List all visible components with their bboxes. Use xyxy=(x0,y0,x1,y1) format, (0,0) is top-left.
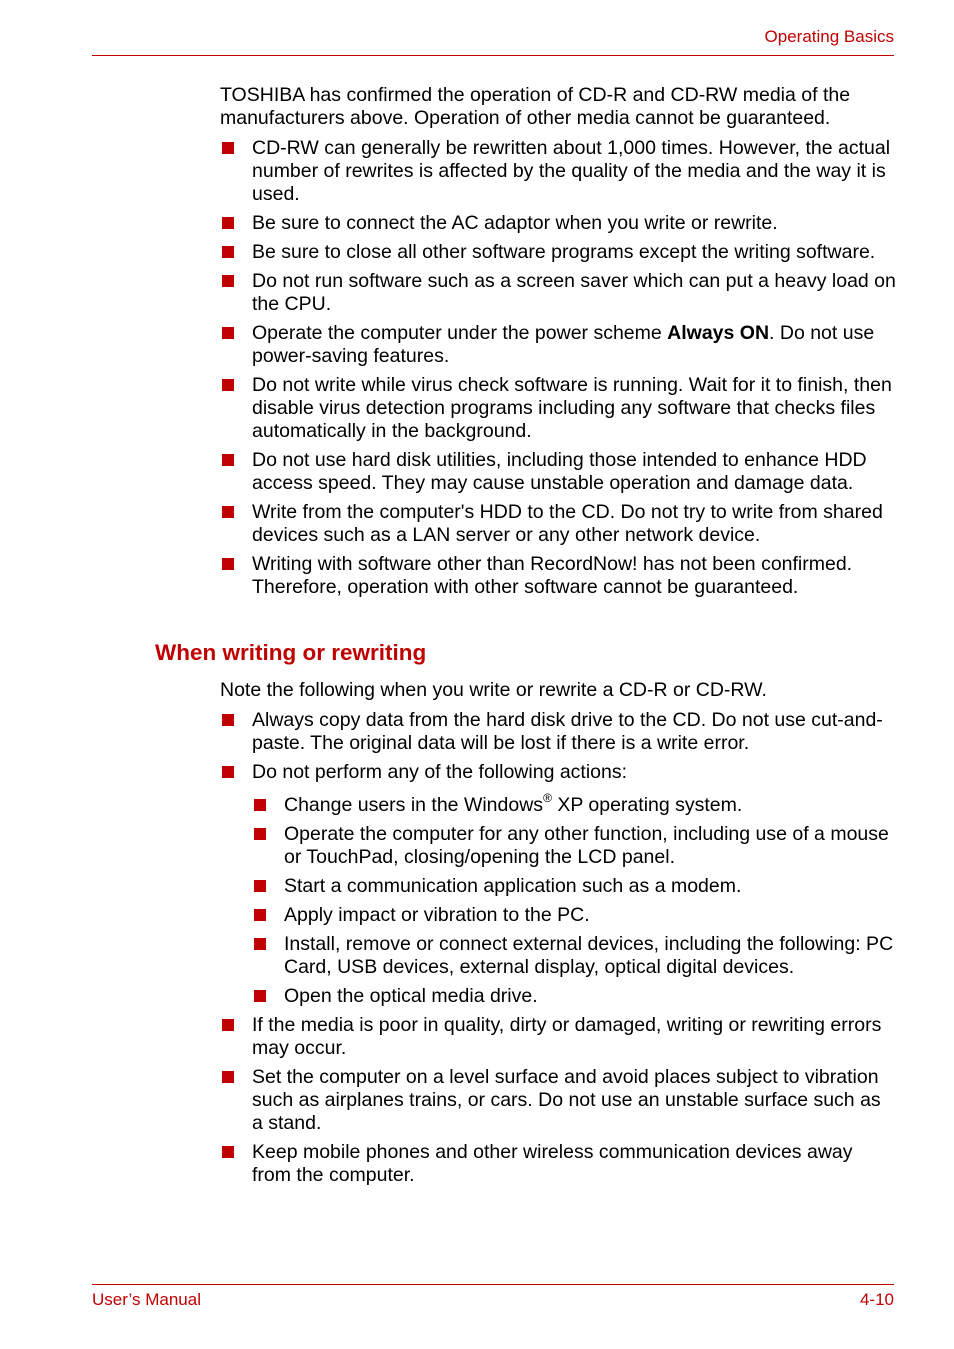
footer-title: User’s Manual xyxy=(92,1290,201,1309)
prohibited-actions-list xyxy=(252,790,896,1008)
list-item: Set the computer on a level surface and avoid places subject to vibration such as airplanes trains, or cars. Do not use an unstable surface such as a stand. xyxy=(220,1066,896,1135)
square-bullet-icon xyxy=(222,766,234,778)
page-number: 4-10 xyxy=(859,1290,894,1309)
sub-list-item: Open the optical media drive. xyxy=(252,985,896,1008)
square-bullet-icon xyxy=(222,1146,234,1158)
writing-notes-list xyxy=(220,709,896,1187)
square-bullet-icon xyxy=(222,506,234,518)
list-item: Writing with software other than RecordNow! has not been confirmed. Therefore, operation with other software cannot be guaranteed. xyxy=(220,553,896,599)
running-header: Operating Basics xyxy=(764,27,894,46)
list-item: Write from the computer's HDD to the CD. Do not try to write from shared devices such as a LAN server or any other network device. xyxy=(220,501,896,547)
section-intro: Note the following when you write or rewrite a CD-R or CD-RW. xyxy=(220,679,767,701)
header-rule xyxy=(92,55,894,56)
content-block-1 xyxy=(220,84,896,605)
sub-list-item: Install, remove or connect external devices, including the following: PC Card, USB devices, external display, optical digital devices. xyxy=(252,933,896,979)
square-bullet-icon xyxy=(222,454,234,466)
requirements-list xyxy=(220,137,896,599)
sub-list-item: Apply impact or vibration to the PC. xyxy=(252,904,896,927)
square-bullet-icon xyxy=(222,558,234,570)
list-item: Do not use hard disk utilities, including those intended to enhance HDD access speed. They may cause unstable operation and damage data. xyxy=(220,449,896,495)
sub-list-item: Operate the computer for any other function, including use of a mouse or TouchPad, closing/opening the LCD panel. xyxy=(252,823,896,869)
section-heading: When writing or rewriting xyxy=(155,640,427,665)
list-item: Always copy data from the hard disk drive to the CD. Do not use cut-and-paste. The original data will be lost if there is a write error. xyxy=(220,709,896,755)
square-bullet-icon xyxy=(222,1019,234,1031)
intro-paragraph: TOSHIBA has confirmed the operation of CD-R and CD-RW media of the manufacturers above. Operation of other media cannot be guaranteed. xyxy=(220,84,851,129)
list-item: Keep mobile phones and other wireless communication devices away from the computer. xyxy=(220,1141,896,1187)
square-bullet-icon xyxy=(222,1071,234,1083)
square-bullet-icon xyxy=(254,828,266,840)
square-bullet-icon xyxy=(254,938,266,950)
list-item: Operate the computer under the power scheme Always ON. Do not use power-saving features. xyxy=(220,322,896,368)
square-bullet-icon xyxy=(254,880,266,892)
square-bullet-icon xyxy=(222,246,234,258)
square-bullet-icon xyxy=(222,379,234,391)
power-scheme-name: Always ON xyxy=(667,322,770,344)
square-bullet-icon xyxy=(254,909,266,921)
square-bullet-icon xyxy=(222,327,234,339)
list-item: Do not write while virus check software is running. Wait for it to finish, then disable virus detection programs including any software that checks files automatically in the background. xyxy=(220,374,896,443)
list-item: Do not perform any of the following actions: Change users in the Windows® XP operating system. Operate the computer for any other function, including use of a mouse or TouchPad, closing/opening the LCD panel. Start a communication application such as a modem. Apply impact or vibration to the PC. Install, remove or connect external devices, including the following: PC Card, USB devices, external display, optical digital devices. Open the optical media drive. xyxy=(220,761,896,1008)
square-bullet-icon xyxy=(222,275,234,287)
list-item: Be sure to connect the AC adaptor when you write or rewrite. xyxy=(220,212,896,235)
sub-list-item: Start a communication application such as a modem. xyxy=(252,875,896,898)
square-bullet-icon xyxy=(222,142,234,154)
registered-mark: ® xyxy=(543,790,552,805)
list-item: Be sure to close all other software programs except the writing software. xyxy=(220,241,896,264)
square-bullet-icon xyxy=(254,990,266,1002)
square-bullet-icon xyxy=(222,217,234,229)
list-item: Do not run software such as a screen saver which can put a heavy load on the CPU. xyxy=(220,270,896,316)
square-bullet-icon xyxy=(254,799,266,811)
content-block-2 xyxy=(220,679,896,1193)
list-item: CD-RW can generally be rewritten about 1,000 times. However, the actual number of rewrites is affected by the quality of the media and the way it is used. xyxy=(220,137,896,206)
square-bullet-icon xyxy=(222,714,234,726)
list-item: If the media is poor in quality, dirty or damaged, writing or rewriting errors may occur. xyxy=(220,1014,896,1060)
sub-list-item: Change users in the Windows® XP operating system. xyxy=(252,794,896,817)
footer-rule xyxy=(92,1284,894,1285)
